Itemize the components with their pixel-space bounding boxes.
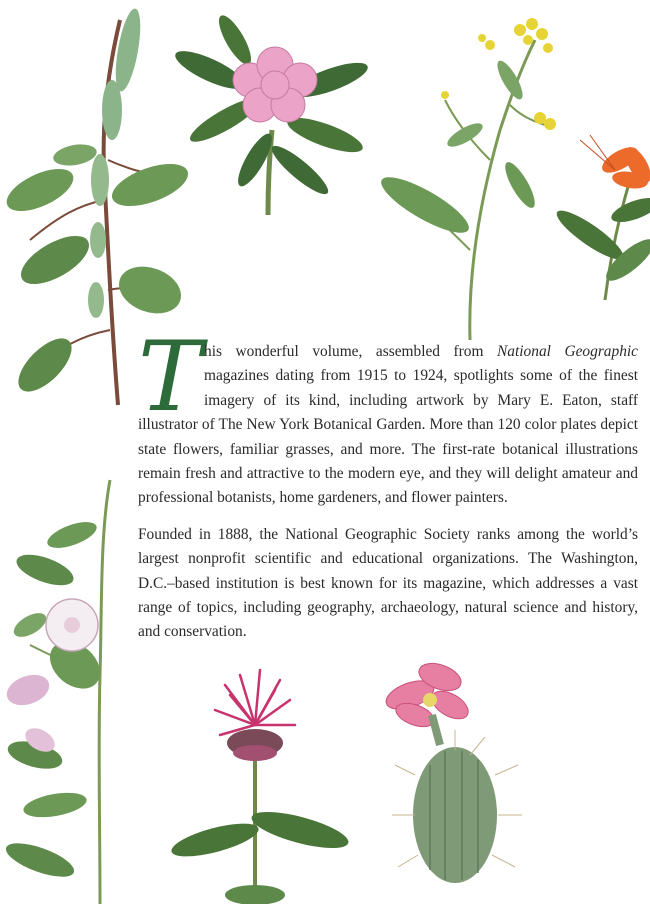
rhododendron-illustration <box>180 20 370 220</box>
orange-lily-illustration <box>560 130 650 300</box>
yellow-mustard-illustration <box>370 10 570 345</box>
intro-text-1: his wonderful volume, assembled from <box>204 343 498 360</box>
hedgehog-cactus-illustration <box>380 655 540 890</box>
intro-text-2: magazines dating from 1915 to 1924, spotlights some of the finest imagery of its kind, including artwork by Mary E. Eaton, staff illustrator of The New York Botanical Garden. More than 120 color plates depict state flowers, familiar grasses, and more. The first-rate botanical illustrations remain fresh and attractive to the modern eye, and they will delight amateur and professional botanists, home gardeners, and flower painters. <box>138 367 638 507</box>
bee-balm-illustration <box>170 655 360 904</box>
body-text <box>138 321 638 657</box>
morning-glory-illustration <box>0 475 140 904</box>
drop-cap: T <box>138 321 203 433</box>
intro-emphasis: National Geographic <box>497 343 638 360</box>
second-paragraph: Founded in 1888, the National Geographic Society ranks among the world’s largest nonprofit scientific and educational organizations. The Washington, D.C.–based institution is best known for its magazine, which addresses a vast range of topics, including geography, archaeology, natural science and history, and conservation. <box>138 525 638 641</box>
intro-paragraph <box>138 321 638 511</box>
